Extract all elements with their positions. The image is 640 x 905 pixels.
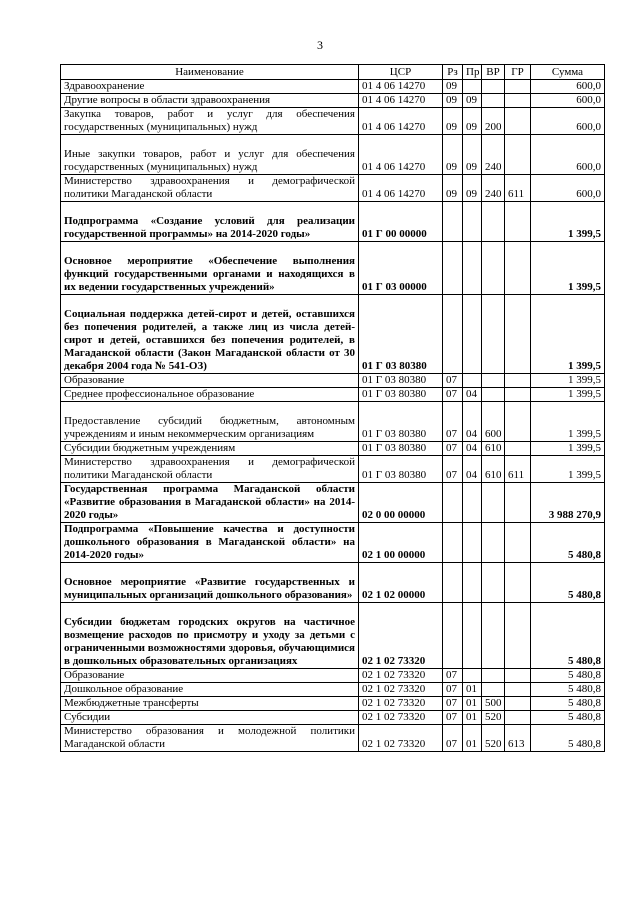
row-csr: 02 0 00 00000 [359, 483, 443, 523]
row-pr [463, 80, 482, 94]
row-pr: 04 [463, 456, 482, 483]
row-rz: 09 [443, 94, 463, 108]
row-gr [505, 683, 531, 697]
row-rz [443, 523, 463, 563]
table-row [61, 456, 605, 483]
row-vr [482, 483, 505, 523]
header-vr: ВР [482, 65, 505, 80]
row-gr [505, 603, 531, 669]
row-name: Министерство образования и молодежной политики Магаданской области [61, 725, 359, 752]
row-sum: 5 480,8 [531, 697, 605, 711]
row-vr [482, 683, 505, 697]
table-row [61, 483, 605, 523]
table-body [61, 80, 605, 752]
row-csr: 01 Г 03 80380 [359, 295, 443, 374]
row-sum: 5 480,8 [531, 711, 605, 725]
row-rz [443, 242, 463, 295]
row-name: Субсидии бюджетам городских округов на частичное возмещение расходов по присмотру и уходу за детьми с ограниченными возможностями здоровья, обучающимися в дошкольных образовательных организациях [61, 603, 359, 669]
row-pr: 09 [463, 108, 482, 135]
row-gr [505, 242, 531, 295]
row-rz [443, 483, 463, 523]
row-pr [463, 242, 482, 295]
table-row [61, 388, 605, 402]
row-csr: 02 1 02 00000 [359, 563, 443, 603]
table-row [61, 108, 605, 135]
row-vr [482, 80, 505, 94]
table-row [61, 402, 605, 442]
row-rz: 07 [443, 402, 463, 442]
row-gr [505, 374, 531, 388]
row-csr: 01 Г 03 80380 [359, 402, 443, 442]
row-vr: 520 [482, 725, 505, 752]
row-vr [482, 388, 505, 402]
row-name: Основное мероприятие «Обеспечение выполнения функций государственными органами и находящихся в их ведении государственных учреждений» [61, 242, 359, 295]
row-csr: 01 Г 03 80380 [359, 388, 443, 402]
row-pr: 01 [463, 697, 482, 711]
row-csr: 02 1 02 73320 [359, 711, 443, 725]
table-row [61, 442, 605, 456]
header-rz: Рз [443, 65, 463, 80]
row-sum: 1 399,5 [531, 202, 605, 242]
row-pr: 04 [463, 388, 482, 402]
row-csr: 02 1 02 73320 [359, 725, 443, 752]
row-rz: 07 [443, 697, 463, 711]
row-csr: 01 Г 03 00000 [359, 242, 443, 295]
row-rz [443, 202, 463, 242]
row-name: Субсидии [61, 711, 359, 725]
row-sum: 1 399,5 [531, 442, 605, 456]
row-vr: 500 [482, 697, 505, 711]
row-sum: 5 480,8 [531, 683, 605, 697]
row-vr: 240 [482, 135, 505, 175]
row-rz: 07 [443, 388, 463, 402]
row-vr [482, 202, 505, 242]
row-rz: 07 [443, 374, 463, 388]
table-row [61, 295, 605, 374]
row-name: Другие вопросы в области здравоохранения [61, 94, 359, 108]
row-rz: 07 [443, 669, 463, 683]
table-row [61, 175, 605, 202]
row-gr [505, 563, 531, 603]
row-csr: 01 4 06 14270 [359, 175, 443, 202]
budget-table [60, 64, 605, 752]
row-csr: 01 4 06 14270 [359, 94, 443, 108]
row-pr [463, 295, 482, 374]
row-gr [505, 402, 531, 442]
row-vr [482, 603, 505, 669]
row-name: Иные закупки товаров, работ и услуг для обеспечения государственных (муниципальных) нужд [61, 135, 359, 175]
row-rz: 07 [443, 683, 463, 697]
row-name: Субсидии бюджетным учреждениям [61, 442, 359, 456]
row-sum: 1 399,5 [531, 456, 605, 483]
row-rz: 07 [443, 725, 463, 752]
row-name: Здравоохранение [61, 80, 359, 94]
row-gr [505, 523, 531, 563]
table-header-row [61, 65, 605, 80]
row-csr: 01 Г 03 80380 [359, 456, 443, 483]
row-csr: 01 4 06 14270 [359, 135, 443, 175]
row-name: Подпрограмма «Повышение качества и доступности дошкольного образования в Магаданской области» на 2014-2020 годы» [61, 523, 359, 563]
row-name: Среднее профессиональное образование [61, 388, 359, 402]
row-vr [482, 295, 505, 374]
row-sum: 5 480,8 [531, 725, 605, 752]
row-sum: 1 399,5 [531, 388, 605, 402]
row-csr: 01 4 06 14270 [359, 80, 443, 94]
row-vr [482, 242, 505, 295]
row-gr: 611 [505, 175, 531, 202]
row-sum: 600,0 [531, 94, 605, 108]
row-sum: 5 480,8 [531, 563, 605, 603]
row-pr: 01 [463, 725, 482, 752]
row-name: Министерство здравоохранения и демографической политики Магаданской области [61, 175, 359, 202]
header-pr: Пр [463, 65, 482, 80]
row-rz: 09 [443, 80, 463, 94]
row-csr: 01 4 06 14270 [359, 108, 443, 135]
row-csr: 02 1 02 73320 [359, 603, 443, 669]
row-sum: 5 480,8 [531, 523, 605, 563]
row-gr: 611 [505, 456, 531, 483]
header-name: Наименование [61, 65, 359, 80]
row-gr: 613 [505, 725, 531, 752]
row-vr: 200 [482, 108, 505, 135]
row-name: Образование [61, 669, 359, 683]
row-sum: 3 988 270,9 [531, 483, 605, 523]
row-gr [505, 94, 531, 108]
row-rz [443, 295, 463, 374]
row-rz: 07 [443, 711, 463, 725]
row-pr: 01 [463, 683, 482, 697]
table-row [61, 669, 605, 683]
table-row [61, 80, 605, 94]
row-gr [505, 442, 531, 456]
header-gr: ГР [505, 65, 531, 80]
row-vr [482, 563, 505, 603]
row-sum: 5 480,8 [531, 603, 605, 669]
row-pr [463, 374, 482, 388]
table-row [61, 697, 605, 711]
table-row [61, 242, 605, 295]
row-gr [505, 669, 531, 683]
row-gr [505, 135, 531, 175]
header-csr: ЦСР [359, 65, 443, 80]
row-gr [505, 108, 531, 135]
table-row [61, 135, 605, 175]
row-name: Министерство здравоохранения и демографической политики Магаданской области [61, 456, 359, 483]
row-pr [463, 483, 482, 523]
row-sum: 600,0 [531, 135, 605, 175]
table-row [61, 374, 605, 388]
row-pr: 09 [463, 135, 482, 175]
row-pr: 09 [463, 175, 482, 202]
row-pr [463, 523, 482, 563]
row-name: Образование [61, 374, 359, 388]
row-sum: 1 399,5 [531, 402, 605, 442]
row-pr: 04 [463, 442, 482, 456]
row-csr: 01 Г 03 80380 [359, 374, 443, 388]
table-row [61, 202, 605, 242]
table-row [61, 563, 605, 603]
row-gr [505, 295, 531, 374]
row-name: Межбюджетные трансферты [61, 697, 359, 711]
row-name: Подпрограмма «Создание условий для реализации государственной программы» на 2014-2020 годы» [61, 202, 359, 242]
table-row [61, 94, 605, 108]
row-gr [505, 202, 531, 242]
row-rz: 09 [443, 175, 463, 202]
row-name: Основное мероприятие «Развитие государственных и муниципальных организаций дошкольного образования» [61, 563, 359, 603]
row-name: Социальная поддержка детей-сирот и детей, оставшихся без попечения родителей, а также лиц из числа детей-сирот и детей, оставшихся без попечения родителей, в Магаданской области (Закон Магаданской области от 30 декабря 2004 года № 541-ОЗ) [61, 295, 359, 374]
row-pr: 04 [463, 402, 482, 442]
row-csr: 01 Г 03 80380 [359, 442, 443, 456]
row-pr [463, 669, 482, 683]
row-vr: 520 [482, 711, 505, 725]
row-name: Дошкольное образование [61, 683, 359, 697]
table-row [61, 603, 605, 669]
table-row [61, 683, 605, 697]
row-csr: 02 1 02 73320 [359, 697, 443, 711]
row-pr: 01 [463, 711, 482, 725]
row-sum: 600,0 [531, 175, 605, 202]
row-csr: 02 1 02 73320 [359, 683, 443, 697]
row-sum: 600,0 [531, 108, 605, 135]
row-vr: 240 [482, 175, 505, 202]
row-gr [505, 388, 531, 402]
row-gr [505, 80, 531, 94]
table-row [61, 725, 605, 752]
row-sum: 1 399,5 [531, 374, 605, 388]
row-rz: 09 [443, 108, 463, 135]
row-gr [505, 483, 531, 523]
row-pr [463, 563, 482, 603]
row-vr [482, 374, 505, 388]
row-rz [443, 563, 463, 603]
row-vr [482, 523, 505, 563]
row-rz: 07 [443, 456, 463, 483]
row-sum: 5 480,8 [531, 669, 605, 683]
row-pr [463, 603, 482, 669]
header-sum: Сумма [531, 65, 605, 80]
row-pr [463, 202, 482, 242]
row-csr: 02 1 00 00000 [359, 523, 443, 563]
row-vr [482, 94, 505, 108]
row-name: Государственная программа Магаданской области «Развитие образования в Магаданской области» на 2014-2020 годы» [61, 483, 359, 523]
row-csr: 01 Г 00 00000 [359, 202, 443, 242]
row-csr: 02 1 02 73320 [359, 669, 443, 683]
row-vr [482, 669, 505, 683]
table-row [61, 523, 605, 563]
row-vr: 600 [482, 402, 505, 442]
row-sum: 600,0 [531, 80, 605, 94]
row-sum: 1 399,5 [531, 242, 605, 295]
table-row [61, 711, 605, 725]
row-vr: 610 [482, 442, 505, 456]
row-vr: 610 [482, 456, 505, 483]
row-name: Закупка товаров, работ и услуг для обеспечения государственных (муниципальных) нужд [61, 108, 359, 135]
row-rz: 09 [443, 135, 463, 175]
page-number: 3 [317, 38, 323, 52]
row-pr: 09 [463, 94, 482, 108]
row-rz: 07 [443, 442, 463, 456]
row-gr [505, 711, 531, 725]
row-rz [443, 603, 463, 669]
row-sum: 1 399,5 [531, 295, 605, 374]
row-name: Предоставление субсидий бюджетным, автономным учреждениям и иным некоммерческим организациям [61, 402, 359, 442]
row-gr [505, 697, 531, 711]
